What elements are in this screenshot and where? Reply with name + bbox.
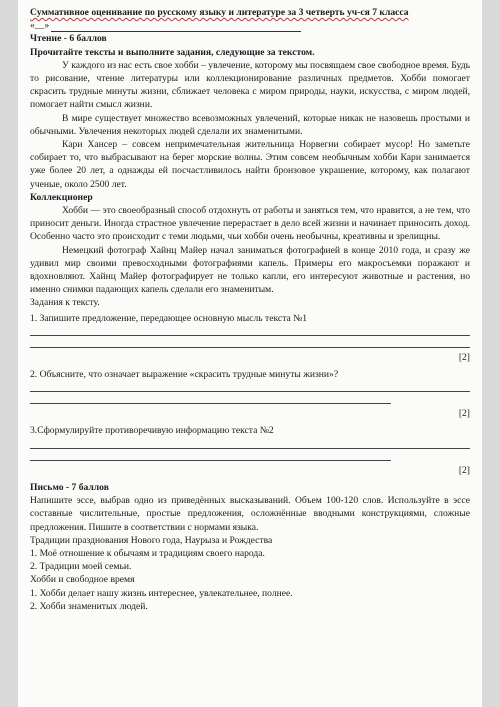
text2-paragraph-1: Хобби — это своеобразный способ отдохнуть от работы и заняться тем, что нравится, а не тем, что приносит деньги. Иногда страстное увлечение перерастает в дело всей жизни и начинает приносить доход. Особенно часто это происходит с теми людьми, чьи хобби очень необычны, креативны и зрелищны. <box>30 205 470 243</box>
task-3-score: [2] <box>458 464 470 476</box>
topic-2-item-1: 1. Хобби делает нашу жизнь интереснее, увлекательнее, полнее. <box>30 587 293 599</box>
task-2-score: [2] <box>458 408 470 420</box>
topic-2-item-2: 2. Хобби знаменитых людей. <box>30 600 148 612</box>
topic-2-title: Хобби и свободное время <box>30 574 135 586</box>
writing-instruction: Напишите эссе, выбрав одно из приведённых высказываний. Объем 100-120 слов. Используйте в эссе составные числительные, простые предложения, осложнённые вводными конструкциями, сложные предложения. Пишите в соответствии с нормами языка. <box>30 495 470 533</box>
task-1-score: [2] <box>458 351 470 363</box>
task-3 <box>30 424 470 476</box>
task-1-answer-line-1[interactable] <box>30 325 470 336</box>
date-line <box>30 19 470 32</box>
text2-title: Коллекционер <box>30 191 93 203</box>
task-2-text: 2. Объясните, что означает выражение «скрасить трудные минуты жизни»? <box>30 369 339 381</box>
reading-instruction: Прочитайте тексты и выполните задания, следующие за текстом. <box>30 46 315 58</box>
page-title: Суммативное оценивание по русскому языку и литературе за 3 четверть уч-ся 7 класса <box>30 7 409 18</box>
date-blank <box>51 21 301 32</box>
task-2-answer-line-2[interactable] <box>30 393 391 404</box>
task-2 <box>30 368 470 420</box>
task-3-text: 3.Сформулируйте противоречивую информацию текста №2 <box>30 425 274 437</box>
text1-paragraph-1: У каждого из нас есть свое хобби – увлечение, которому мы посвящаем свое свободное время. Будь то рисование, чтение литературы или коллекционирование различных предметов. Хобби помогает скрасить трудные минуты жизни, сближает человека с миром природы, науки, искусства, с миром людей, помогает найти смысл жизни. <box>30 59 470 111</box>
writing-heading: Письмо - 7 баллов <box>30 481 109 493</box>
text1-paragraph-3: Кари Хансер – совсем непримечательная жительница Норвегии собирает мусор! Но заметьте собирает то, что выбрасывают на берег морские волны. Этим совсем необычным хобби Кари занимается уже более 20 лет, а однажды ей посчастливилось найти бронзовое украшение, которому, как полагают ученые, около 2500 лет. <box>30 139 470 190</box>
task-1-answer-line-2[interactable] <box>30 337 470 348</box>
task-2-answer-line-1[interactable] <box>30 381 470 392</box>
topic-1-item-2: 2. Традиции моей семьи. <box>30 561 132 573</box>
topic-1-item-1: 1. Моё отношение к обычаям и традициям своего народа. <box>30 547 265 559</box>
text2-paragraph-2: Немецкий фотограф Хайнц Майер начал заниматься фотографией в конце 2010 года, и сразу же удивил мир своими превосходными фотографиями капель. Примеры его макросъемки поражают и вдохновляют. Хайнц Майер фотографирует не только капли, его интересуют животные и растения, но именно снимки падающих капель сделали его знаменитым. <box>30 244 470 296</box>
text1-paragraph-2: В мире существует множество всевозможных увлечений, которые никак не назовешь простыми и обычными. Увлечения некоторых людей сделали их знаменитыми. <box>30 112 470 137</box>
task-1 <box>30 312 470 364</box>
worksheet-page <box>18 0 482 707</box>
task-1-text: 1. Запишите предложение, передающее основную мысль текста №1 <box>30 312 308 324</box>
task-3-answer-line-2[interactable] <box>30 450 391 461</box>
topic-1-title: Традиции празднования Нового года, Наурыза и Рождества <box>30 534 273 546</box>
quote-marks: «__» <box>30 20 50 32</box>
reading-heading: Чтение - 6 баллов <box>30 33 107 45</box>
tasks-heading: Задания к тексту. <box>30 297 100 309</box>
task-3-answer-line-1[interactable] <box>30 438 470 449</box>
